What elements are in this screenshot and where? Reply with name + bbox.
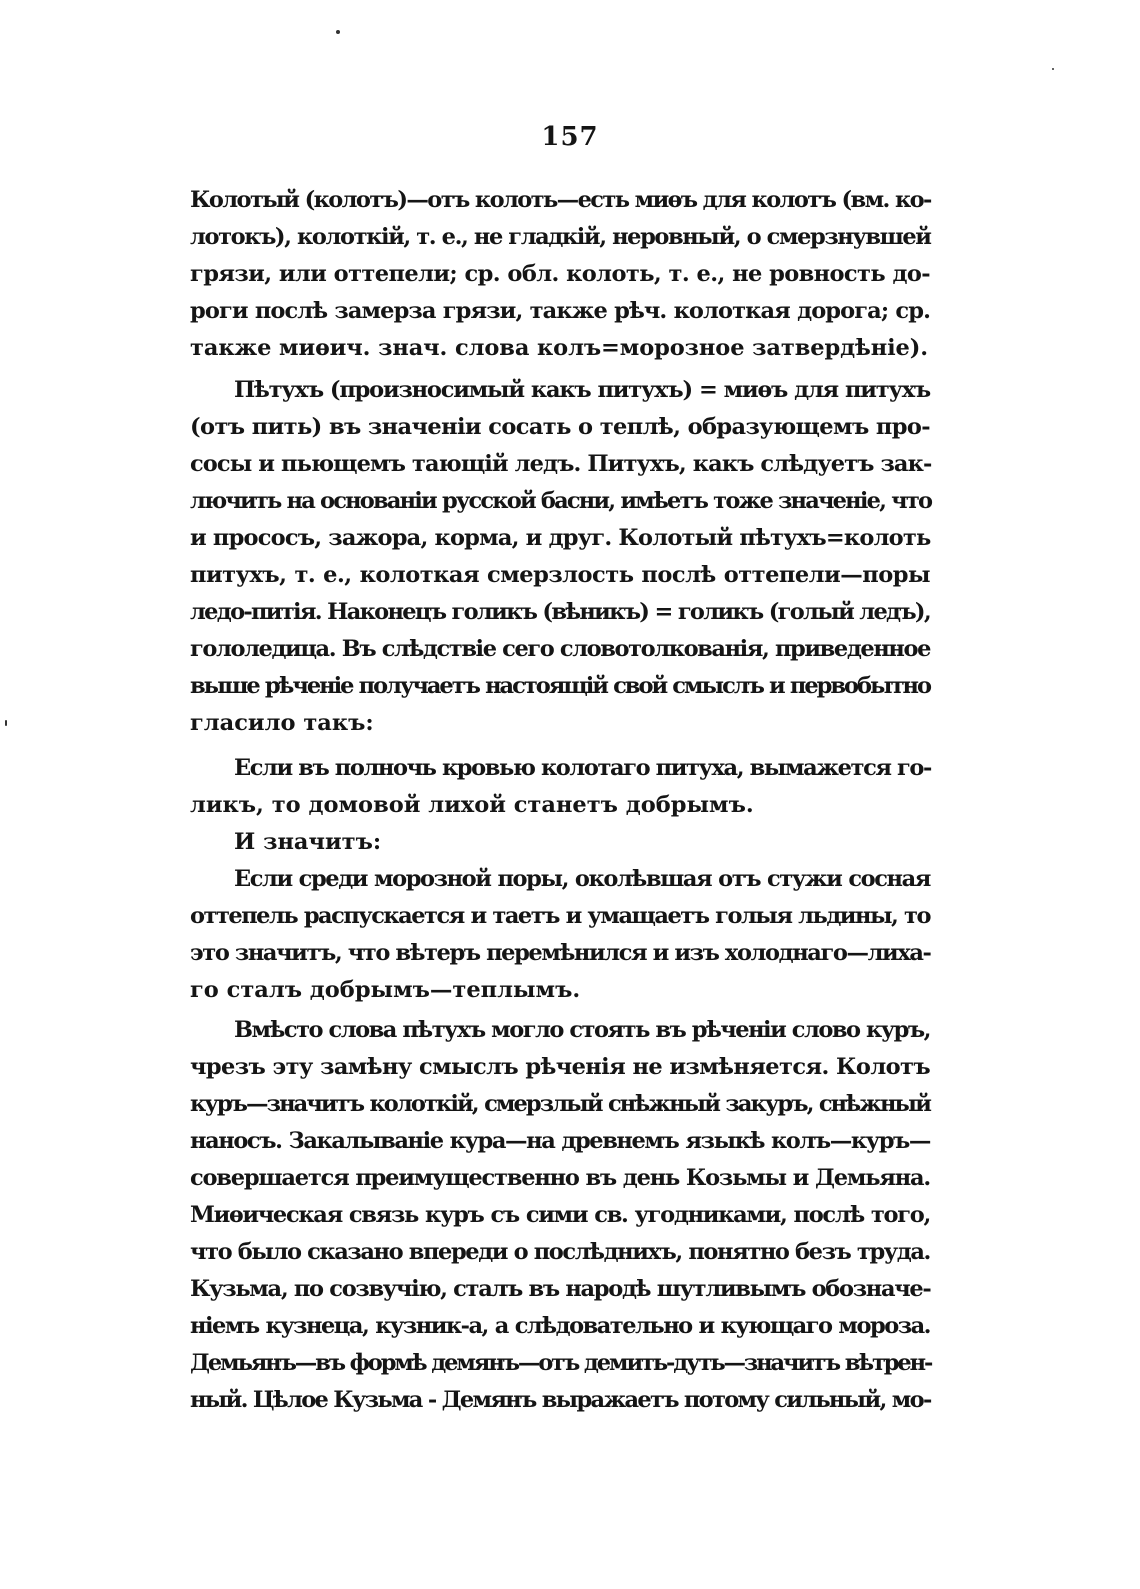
text-line: совершается преимущественно въ день Козьмы и Демьяна. (190, 1165, 930, 1191)
text-line: Демьянъ—въ формѣ демянъ—отъ демить-дуть—значитъ вѣтрен- (190, 1350, 932, 1376)
text-line: роги послѣ замерза грязи, также рѣч. колоткая дорога; ср. (190, 298, 930, 324)
print-speck-right (1052, 68, 1054, 70)
text-line: это значитъ, что вѣтеръ перемѣнился и изъ холоднаго—лиха- (190, 940, 931, 966)
text-line: Миѳическая связь куръ съ сими св. угодниками, послѣ того, (190, 1202, 930, 1228)
paragraph-petukh (190, 372, 930, 742)
text-line: выше рѣченіе получаетъ настоящій свой смыслъ и первобытно (190, 673, 930, 699)
text-line: Если въ полночь кровью колотаго питуха, вымажется го- (234, 755, 931, 781)
text-line: также миѳич. знач. слова колъ=морозное затвердѣніе). (190, 335, 929, 361)
print-speck-top (336, 30, 340, 34)
text-line: И значитъ: (234, 829, 382, 855)
text-line: ніемъ кузнеца, кузник-а, а слѣдовательно и кующаго мороза. (190, 1313, 930, 1339)
text-line: лотокъ), колоткій, т. е., не гладкій, неровный, о смерзнувшей (190, 224, 931, 250)
paragraph-kolotyi (190, 182, 930, 367)
print-speck-left (5, 720, 7, 726)
text-line: Если среди морозной поры, околѣвшая отъ стужи сосная (234, 866, 930, 892)
text-line: Пѣтухъ (произносимый какъ питухъ) = миѳъ для питухъ (234, 377, 930, 403)
text-line: Вмѣсто слова пѣтухъ могло стоять въ рѣченіи слово куръ, (234, 1017, 930, 1043)
text-line: куръ—значитъ колоткій, смерзлый снѣжный закуръ, снѣжный (190, 1091, 930, 1117)
text-line: оттепель распускается и таетъ и умащаетъ голыя льдины, то (190, 903, 930, 929)
quote-interpretation (190, 861, 930, 1009)
text-line: Кузьма, по созвучію, сталъ въ народѣ шутливымъ обозначе- (190, 1276, 931, 1302)
text-line: питухъ, т. е., колоткая смерзлость послѣ оттепели—поры (190, 562, 930, 588)
text-line: гласило такъ: (190, 710, 374, 736)
page-number: 157 (541, 122, 599, 152)
text-line: ледо-питія. Наконецъ голикъ (вѣникъ) = голикъ (голый ледъ), (190, 599, 930, 625)
text-line: наносъ. Закалываніе кура—на древнемъ языкѣ колъ—куръ— (190, 1128, 930, 1154)
text-line: и просоcъ, зажора, корма, и друг. Колотый пѣтухъ=колоть (190, 525, 931, 551)
text-line: ликъ, то домовой лихой станетъ добрымъ. (190, 792, 754, 818)
text-line: го сталъ добрымъ—теплымъ. (190, 977, 581, 1003)
text-line: (отъ пить) въ значеніи сосать о теплѣ, образующемъ про- (190, 414, 930, 440)
text-line: грязи, или оттепели; ср. обл. колоть, т. е., не ровность до- (190, 261, 930, 287)
quote-saying (190, 750, 930, 824)
paragraph-kur (190, 1012, 930, 1419)
text-line: гололедица. Въ слѣдствіе сего словотолкованія, приведенное (190, 636, 930, 662)
paragraph-and-means (190, 824, 930, 861)
text-line: что было сказано впереди о послѣднихъ, понятно безъ труда. (190, 1239, 930, 1265)
text-line: Колотый (колотъ)—отъ колоть—есть миѳъ для колотъ (вм. ко- (190, 187, 931, 213)
text-line: сосы и пьющемъ тающій ледъ. Питухъ, какъ слѣдуетъ зак- (190, 451, 932, 477)
text-line: лючить на основаніи русской басни, имѣетъ тоже значеніе, что (190, 488, 932, 514)
text-line: чрезъ эту замѣну смыслъ рѣченія не измѣняется. Колотъ (190, 1054, 930, 1080)
text-line: ный. Цѣлое Кузьма - Демянъ выражаетъ потому сильный, мо- (190, 1387, 931, 1413)
